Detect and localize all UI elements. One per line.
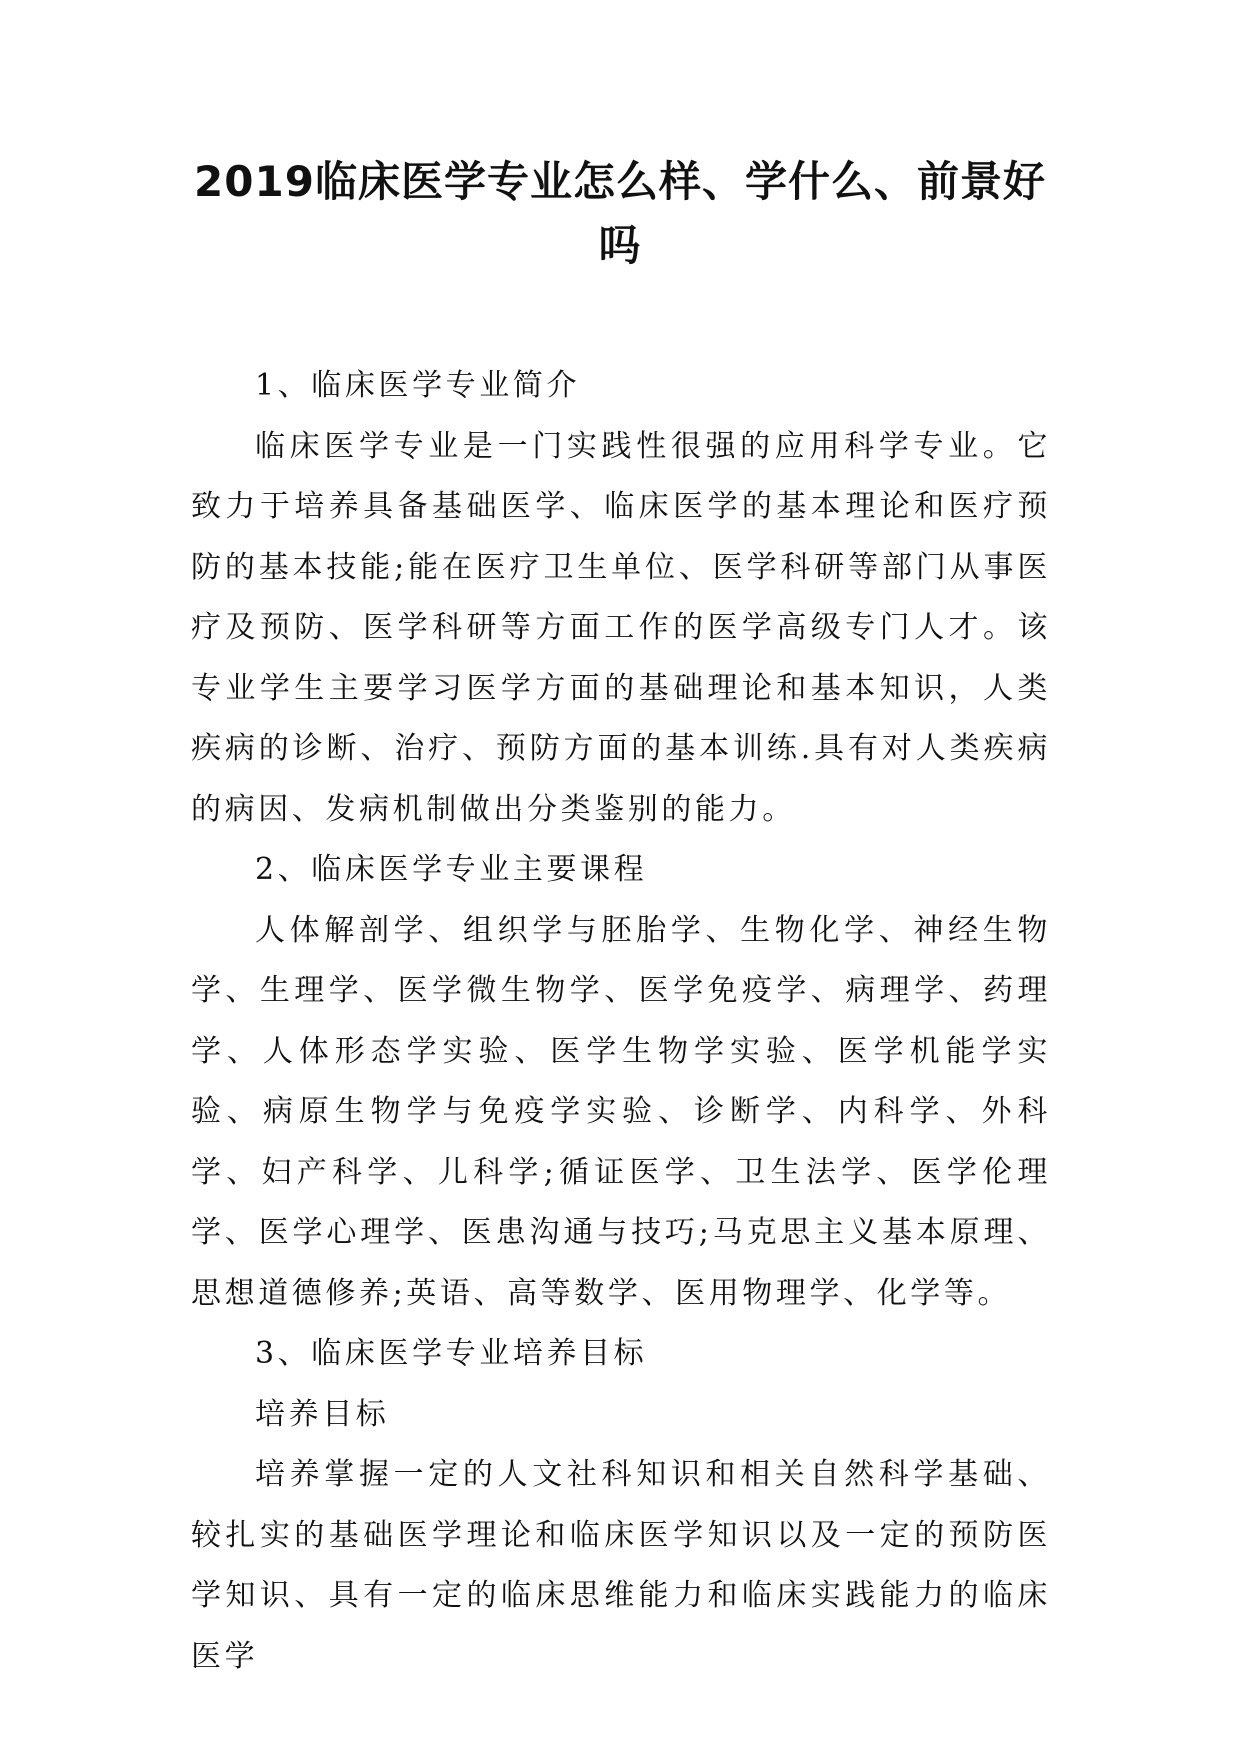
document-title: 2019临床医学专业怎么样、学什么、前景好吗 xyxy=(194,157,1046,270)
document-body xyxy=(191,356,1051,1687)
section-heading-goals: 3、临床医学专业培养目标 xyxy=(255,1336,648,1371)
paragraph-intro: 临床医学专业是一门实践性很强的应用科学专业。它致力于培养具备基础医学、临床医学的基本理论和医疗预防的基本技能;能在医疗卫生单位、医学科研等部门从事医疗及预防、医学科研等方面工作的医学高级专门人才。该专业学生主要学习医学方面的基础理论和基本知识，人类疾病的诊断、治疗、预防方面的基本训练.具有对人类疾病的病因、发病机制做出分类鉴别的能力。 xyxy=(191,428,1051,827)
subheading-goals: 培养目标 xyxy=(255,1396,390,1432)
paragraph-courses: 人体解剖学、组织学与胚胎学、生物化学、神经生物学、生理学、医学微生物学、医学免疫学、病理学、药理学、人体形态学实验、医学生物学实验、医学机能学实验、病原生物学与免疫学实验、诊断学、内科学、外科学、妇产科学、儿科学;循证医学、卫生法学、医学伦理学、医学心理学、医患沟通与技巧;马克思主义基本原理、思想道德修养;英语、高等数学、医用物理学、化学等。 xyxy=(191,912,1051,1311)
section-heading-courses: 2、临床医学专业主要课程 xyxy=(255,852,648,887)
paragraph-goals: 培养掌握一定的人文社科知识和相关自然科学基础、较扎实的基础医学理论和临床医学知识以及一定的预防医学知识、具有一定的临床思维能力和临床实践能力的临床医学 xyxy=(191,1457,1051,1674)
section-heading-intro: 1、临床医学专业简介 xyxy=(255,368,581,403)
